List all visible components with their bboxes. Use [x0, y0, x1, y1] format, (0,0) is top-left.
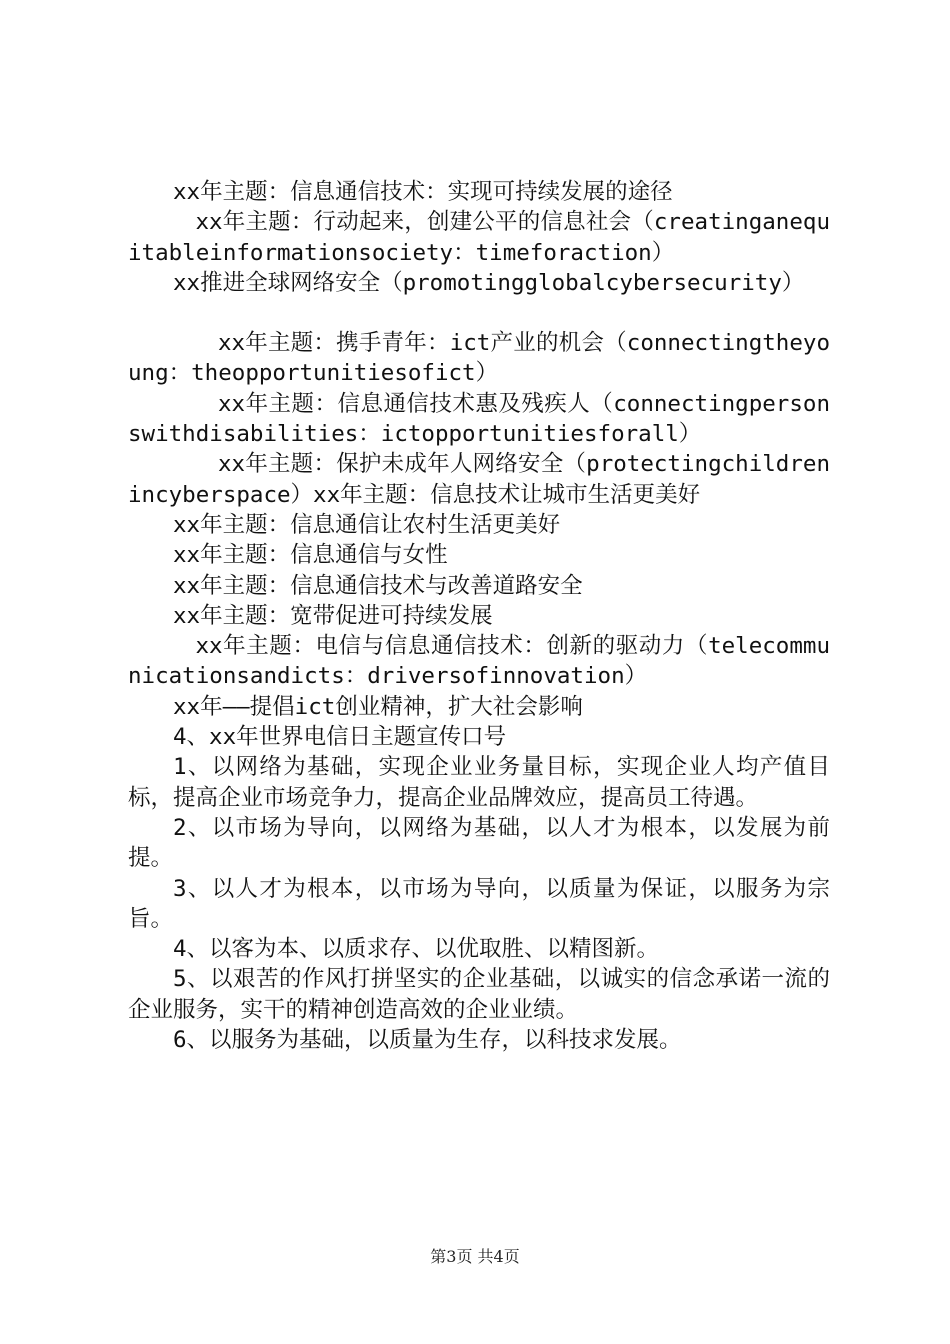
- paragraph-slogan-1: 1、以网络为基础，实现企业业务量目标，实现企业人均产值目标，提高企业市场竞争力，提高企业品牌效应，提高员工待遇。: [128, 754, 830, 811]
- paragraph-theme-sustainable: xx年主题：信息通信技术：实现可持续发展的途径: [173, 179, 673, 205]
- paragraph-slogan-5: 5、以艰苦的作风打拼坚实的企业基础，以诚实的信念承诺一流的企业服务，实干的精神创造高效的企业业绩。: [128, 966, 830, 1023]
- paragraph-theme-rural: xx年主题：信息通信让农村生活更美好: [173, 511, 561, 538]
- paragraph-slogan-2: 2、以市场为导向，以网络为基础，以人才为根本，以发展为前提。: [128, 814, 830, 872]
- paragraph-theme-children: xx年主题：保护未成年人网络安全（protectingchildrenincyberspace）xx年主题：信息技术让城市生活更美好: [128, 451, 830, 508]
- paragraph-theme-women: xx年主题：信息通信与女性: [173, 542, 448, 569]
- paragraph-theme-innovation: xx年主题：电信与信息通信技术：创新的驱动力（telecommunicationsandicts：driversofinnovation）: [128, 633, 830, 690]
- paragraph-theme-equitable-society: xx年主题：行动起来，创建公平的信息社会（creatinganequitableinformationsociety：timeforaction）: [128, 209, 830, 266]
- paragraph-theme-entrepreneurship: xx年——提倡ict创业精神，扩大社会影响: [173, 693, 583, 720]
- paragraph-slogan-6: 6、以服务为基础，以质量为生存，以科技求发展。: [173, 1027, 682, 1054]
- document-body: [128, 177, 830, 1055]
- paragraph-theme-broadband: xx年主题：宽带促进可持续发展: [173, 602, 493, 629]
- paragraph-theme-cybersecurity: xx推进全球网络安全（promotingglobalcybersecurity）: [173, 269, 805, 296]
- page-number: 第3页 共4页: [430, 1247, 520, 1266]
- paragraph-theme-disabilities: xx年主题：信息通信技术惠及残疾人（connectingpersonswithdisabilities：ictopportunitiesforall）: [128, 390, 830, 448]
- paragraph-theme-road-safety: xx年主题：信息通信技术与改善道路安全: [173, 572, 583, 599]
- paragraph-gap: [128, 298, 830, 328]
- paragraph-slogan-3: 3、以人才为根本，以市场为导向，以质量为保证，以服务为宗旨。: [128, 875, 830, 932]
- paragraph-slogan-4: 4、以客为本、以质求存、以优取胜、以精图新。: [173, 936, 660, 963]
- paragraph-theme-young: xx年主题：携手青年：ict产业的机会（connectingtheyoung：theopportunitiesofict）: [128, 330, 830, 387]
- section-heading-slogans: 4、xx年世界电信日主题宣传口号: [173, 724, 507, 751]
